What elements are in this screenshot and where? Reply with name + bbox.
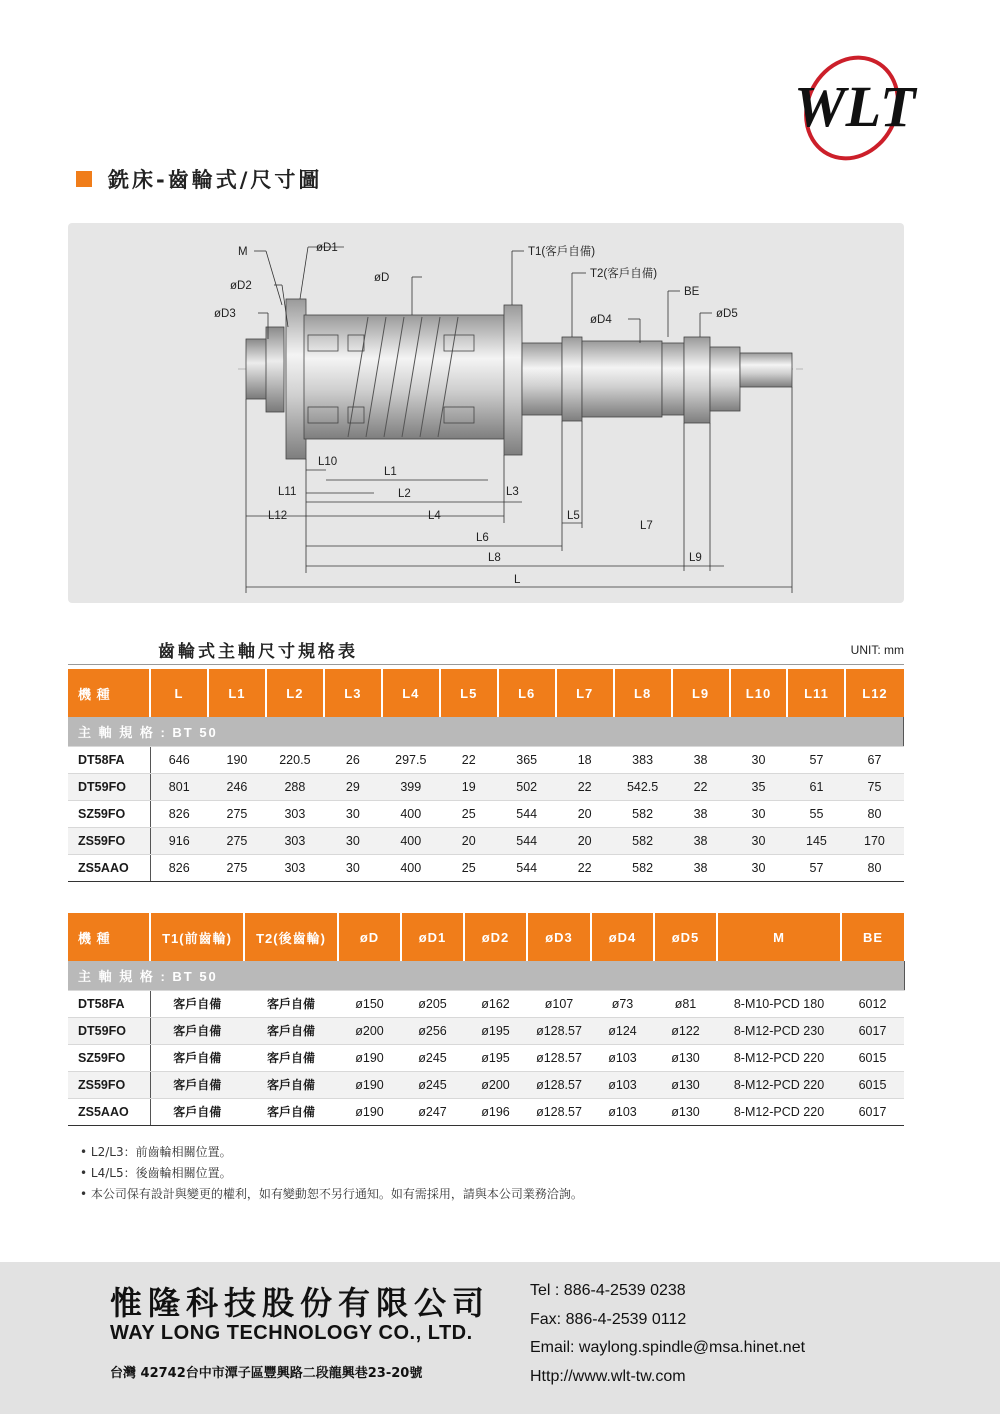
table-cell: 30 (324, 800, 382, 827)
column-header: L3 (324, 669, 382, 717)
table-cell: 67 (845, 746, 903, 773)
dimension-line (266, 251, 282, 305)
table-cell: ø190 (338, 1098, 401, 1125)
table-cell: ø73 (591, 990, 654, 1017)
table-cell: ø245 (401, 1071, 464, 1098)
table-cell: 客戶自備 (150, 1071, 244, 1098)
table-cell: 8-M10-PCD 180 (717, 990, 841, 1017)
logo-text: WLT (794, 74, 916, 139)
table-cell: 20 (556, 800, 614, 827)
table-cell: 客戶自備 (150, 990, 244, 1017)
table-cell: 190 (208, 746, 266, 773)
label-l7: L7 (640, 520, 653, 532)
column-header: M (717, 913, 841, 961)
spec-table (68, 913, 905, 1126)
table-cell: 22 (440, 746, 498, 773)
notes-list (80, 1142, 583, 1205)
model-cell: DT58FA (68, 990, 150, 1017)
table-row (68, 1071, 904, 1098)
column-header: øD2 (464, 913, 527, 961)
table-cell: 170 (845, 827, 903, 854)
model-cell: DT59FO (68, 1017, 150, 1044)
company-address: 台灣 42742台中市潭子區豐興路二段龍興巷23-20號 (110, 1366, 423, 1381)
wlt-logo (790, 52, 920, 164)
table-cell: 客戶自備 (150, 1098, 244, 1125)
table-row (68, 827, 904, 854)
table-cell: 6015 (841, 1071, 904, 1098)
table-cell: ø256 (401, 1017, 464, 1044)
note-item: • L2/L3：前齒輪相關位置。 (80, 1142, 583, 1163)
table-cell: 30 (730, 854, 788, 881)
table-cell: 582 (614, 827, 672, 854)
column-header: øD5 (654, 913, 717, 961)
table-cell: 6017 (841, 1098, 904, 1125)
table-cell: 35 (730, 773, 788, 800)
table-row (68, 746, 904, 773)
table-cell: ø128.57 (527, 1098, 591, 1125)
table-cell: 399 (382, 773, 440, 800)
column-header: L7 (556, 669, 614, 717)
column-header: T2(後齒輪) (244, 913, 338, 961)
label-l8: L8 (488, 552, 501, 564)
column-header: øD (338, 913, 401, 961)
table-cell: ø103 (591, 1098, 654, 1125)
table-cell: 客戶自備 (150, 1044, 244, 1071)
table-cell: 303 (266, 854, 324, 881)
table-cell: 646 (150, 746, 208, 773)
email-link[interactable]: Email: waylong.spindle@msa.hinet.net (530, 1339, 806, 1356)
label-d: øD (374, 272, 390, 284)
table-cell: ø195 (464, 1044, 527, 1071)
label-l: L (514, 574, 521, 586)
label-l2: L2 (398, 488, 411, 500)
table-cell: ø190 (338, 1044, 401, 1071)
table-cell: 30 (324, 854, 382, 881)
table-cell: ø247 (401, 1098, 464, 1125)
column-header: L9 (672, 669, 730, 717)
table-cell: 582 (614, 800, 672, 827)
group-row-label: 主 軸 規 格 : BT 50 (68, 961, 904, 990)
model-cell: ZS59FO (68, 1071, 150, 1098)
model-cell: DT58FA (68, 746, 150, 773)
model-cell: SZ59FO (68, 1044, 150, 1071)
label-l3: L3 (506, 486, 519, 498)
model-cell: ZS59FO (68, 827, 150, 854)
fax: Fax: 886-4-2539 0112 (530, 1310, 687, 1328)
model-cell: SZ59FO (68, 800, 150, 827)
column-header: øD4 (591, 913, 654, 961)
table-cell: ø124 (591, 1017, 654, 1044)
table-cell: ø81 (654, 990, 717, 1017)
table-row (68, 773, 904, 800)
table-cell: 客戶自備 (244, 1017, 338, 1044)
table-cell: 801 (150, 773, 208, 800)
table-cell: 80 (845, 800, 903, 827)
column-header: øD3 (527, 913, 591, 961)
table-cell: 544 (498, 827, 556, 854)
table-cell: ø245 (401, 1044, 464, 1071)
table-cell: 275 (208, 827, 266, 854)
shaft-tail (740, 353, 792, 387)
section-heading (76, 164, 322, 194)
table-cell: 502 (498, 773, 556, 800)
column-header: BE (841, 913, 904, 961)
column-header: øD1 (401, 913, 464, 961)
table-cell: 544 (498, 854, 556, 881)
column-header: L4 (382, 669, 440, 717)
label-m: M (238, 246, 248, 258)
column-header: L11 (787, 669, 845, 717)
table-cell: ø200 (464, 1071, 527, 1098)
label-d1: øD1 (316, 242, 338, 254)
front-gear-seat (562, 337, 582, 421)
table-cell: 22 (556, 854, 614, 881)
table-row (68, 1044, 904, 1071)
table-cell: 38 (672, 746, 730, 773)
table-cell: 57 (787, 854, 845, 881)
table-cell: 6012 (841, 990, 904, 1017)
column-header: L1 (208, 669, 266, 717)
table-row (68, 800, 904, 827)
rear-flange (504, 305, 522, 455)
contact-info (530, 1277, 805, 1391)
table-cell: ø162 (464, 990, 527, 1017)
table-cell: 38 (672, 854, 730, 881)
table-cell: 544 (498, 800, 556, 827)
table-row (68, 1017, 904, 1044)
table-cell: 303 (266, 800, 324, 827)
label-l6: L6 (476, 532, 489, 544)
model-cell: DT59FO (68, 773, 150, 800)
table-cell: ø128.57 (527, 1044, 591, 1071)
table-cell: 30 (730, 800, 788, 827)
table-cell: 75 (845, 773, 903, 800)
table-cell: ø128.57 (527, 1017, 591, 1044)
note-item: • 本公司保有設計與變更的權利，如有變動恕不另行通知。如有需採用，請與本公司業務洽詢。 (80, 1184, 583, 1205)
table-cell: ø190 (338, 1071, 401, 1098)
dimension-table (68, 669, 904, 882)
column-header: L6 (498, 669, 556, 717)
table-cell: ø130 (654, 1044, 717, 1071)
table-cell: 8-M12-PCD 220 (717, 1098, 841, 1125)
label-d4: øD4 (590, 314, 612, 326)
label-d2: øD2 (230, 280, 252, 292)
table-cell: 826 (150, 854, 208, 881)
label-t2: T2(客戶自備) (590, 268, 658, 280)
table-cell: 客戶自備 (244, 1071, 338, 1098)
label-l11: L11 (278, 486, 297, 498)
dimension-drawing (68, 223, 904, 603)
table-cell: ø150 (338, 990, 401, 1017)
table-cell: 542.5 (614, 773, 672, 800)
label-l5: L5 (567, 510, 580, 522)
rear-gear-seat (662, 343, 684, 415)
table-cell: 57 (787, 746, 845, 773)
table-cell: 30 (324, 827, 382, 854)
table-cell: 288 (266, 773, 324, 800)
section-title: 銑床-齒輪式/尺寸圖 (108, 168, 323, 192)
table-cell: 客戶自備 (244, 1044, 338, 1071)
table-cell: 18 (556, 746, 614, 773)
column-header-model: 機 種 (68, 913, 150, 961)
column-header-model: 機 種 (68, 669, 150, 717)
table-cell: 22 (556, 773, 614, 800)
table-cell: 383 (614, 746, 672, 773)
note-item: • L4/L5：後齒輪相關位置。 (80, 1163, 583, 1184)
tel: Tel : 886-4-2539 0238 (530, 1282, 686, 1299)
label-l1: L1 (384, 466, 397, 478)
spindle-nose (246, 339, 268, 399)
table-cell: 145 (787, 827, 845, 854)
table-cell: 22 (672, 773, 730, 800)
table-cell: 25 (440, 800, 498, 827)
label-d5: øD5 (716, 308, 738, 320)
table-cell: ø103 (591, 1071, 654, 1098)
table-cell: 303 (266, 827, 324, 854)
table-cell: 220.5 (266, 746, 324, 773)
table-row (68, 990, 904, 1017)
table-cell: 29 (324, 773, 382, 800)
column-header: L12 (845, 669, 903, 717)
table-cell: 25 (440, 854, 498, 881)
table-title: 齒輪式主軸尺寸規格表 (158, 642, 358, 662)
table-cell: ø130 (654, 1071, 717, 1098)
table-cell: 38 (672, 800, 730, 827)
table-cell: 80 (845, 854, 903, 881)
table-cell: 38 (672, 827, 730, 854)
company-name-cn: 惟隆科技股份有限公司 (110, 1284, 491, 1322)
table-cell: 582 (614, 854, 672, 881)
table-cell: 30 (730, 746, 788, 773)
table-cell: ø200 (338, 1017, 401, 1044)
table-cell: ø103 (591, 1044, 654, 1071)
table-cell: 8-M12-PCD 220 (717, 1071, 841, 1098)
table-cell: 61 (787, 773, 845, 800)
table-cell: 916 (150, 827, 208, 854)
website-link[interactable]: Http://www.wlt-tw.com (530, 1367, 686, 1385)
orange-square-icon (76, 171, 92, 187)
column-header: L10 (730, 669, 788, 717)
table-cell: ø128.57 (527, 1071, 591, 1098)
label-be: BE (684, 286, 700, 298)
table-cell: ø196 (464, 1098, 527, 1125)
table-cell: 30 (730, 827, 788, 854)
table-cell: 275 (208, 800, 266, 827)
table-cell: 客戶自備 (244, 990, 338, 1017)
label-t1: T1(客戶自備) (528, 246, 596, 258)
table-cell: 20 (556, 827, 614, 854)
table-row (68, 1098, 904, 1125)
table-cell: 826 (150, 800, 208, 827)
front-flange (286, 299, 306, 459)
table-cell: 55 (787, 800, 845, 827)
table-cell: 6015 (841, 1044, 904, 1071)
model-cell: ZS5AAO (68, 854, 150, 881)
table-cell: ø107 (527, 990, 591, 1017)
divider (68, 664, 904, 665)
column-header: L5 (440, 669, 498, 717)
table-cell: 8-M12-PCD 220 (717, 1044, 841, 1071)
table-cell: ø195 (464, 1017, 527, 1044)
table-cell: 8-M12-PCD 230 (717, 1017, 841, 1044)
table-cell: 400 (382, 854, 440, 881)
dimension-line (300, 247, 308, 299)
label-l12: L12 (268, 510, 288, 522)
label-l4: L4 (428, 510, 441, 522)
table-cell: 297.5 (382, 746, 440, 773)
table-cell: 26 (324, 746, 382, 773)
table-cell: 246 (208, 773, 266, 800)
label-d3: øD3 (214, 308, 236, 320)
table-cell: 400 (382, 800, 440, 827)
table-cell: 客戶自備 (150, 1017, 244, 1044)
label-l10: L10 (318, 456, 338, 468)
table-cell: 20 (440, 827, 498, 854)
company-name-en: WAY LONG TECHNOLOGY CO., LTD. (110, 1322, 473, 1344)
table-cell: 400 (382, 827, 440, 854)
table-row (68, 854, 904, 881)
table-cell: ø205 (401, 990, 464, 1017)
table-cell: ø122 (654, 1017, 717, 1044)
table-cell: 客戶自備 (244, 1098, 338, 1125)
unit-label: UNIT: mm (850, 643, 904, 657)
model-cell: ZS5AAO (68, 1098, 150, 1125)
table-cell: 365 (498, 746, 556, 773)
column-header: L2 (266, 669, 324, 717)
column-header: L (150, 669, 208, 717)
column-header: T1(前齒輪) (150, 913, 244, 961)
table-cell: 19 (440, 773, 498, 800)
label-l9: L9 (689, 552, 702, 564)
table-cell: ø130 (654, 1098, 717, 1125)
table-cell: 275 (208, 854, 266, 881)
column-header: L8 (614, 669, 672, 717)
table-cell: 6017 (841, 1017, 904, 1044)
group-row-label: 主 軸 規 格 : BT 50 (68, 717, 904, 746)
